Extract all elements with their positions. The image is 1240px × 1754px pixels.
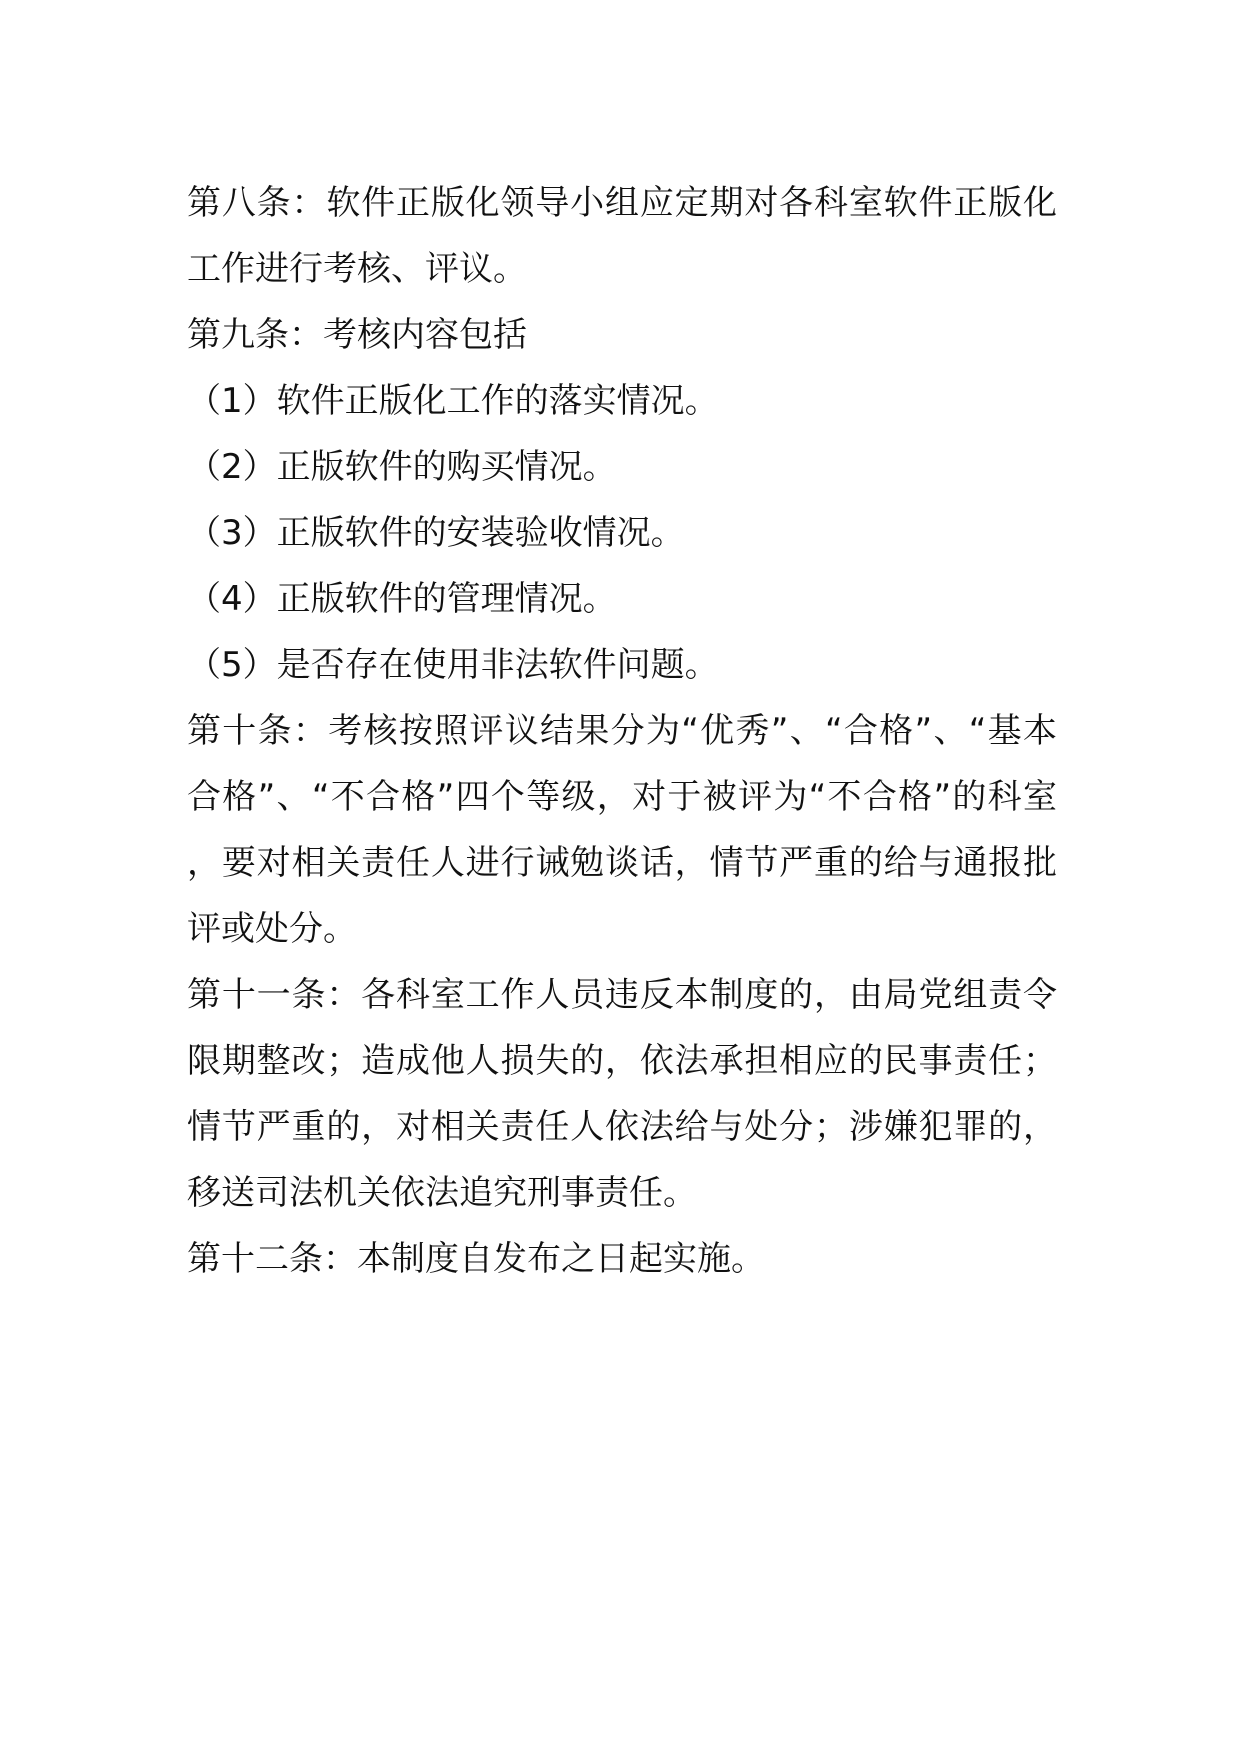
article-8: 第八条：软件正版化领导小组应定期对各科室软件正版化工作进行考核、评议。 bbox=[187, 183, 1057, 289]
article-9-item-5: （5）是否存在使用非法软件问题。 bbox=[187, 645, 719, 685]
article-10: 第十条：考核按照评议结果分为“优秀”、“合格”、“基本合格”、“不合格”四个等级，对于被评为“不合格”的科室，要对相关责任人进行诫勉谈话，情节严重的给与通报批评或处分。 bbox=[187, 711, 1057, 949]
article-9-item-3: （3）正版软件的安装验收情况。 bbox=[187, 513, 685, 553]
article-9-item-1: （1）软件正版化工作的落实情况。 bbox=[187, 381, 719, 421]
article-12: 第十二条：本制度自发布之日起实施。 bbox=[187, 1239, 765, 1279]
article-9-item-2: （2）正版软件的购买情况。 bbox=[187, 447, 617, 487]
article-9-heading: 第九条：考核内容包括 bbox=[187, 315, 527, 355]
article-9-item-4: （4）正版软件的管理情况。 bbox=[187, 579, 617, 619]
article-11: 第十一条：各科室工作人员违反本制度的，由局党组责令限期整改；造成他人损失的，依法承担相应的民事责任；情节严重的，对相关责任人依法给与处分；涉嫌犯罪的，移送司法机关依法追究刑事责任。 bbox=[187, 975, 1057, 1213]
document-body bbox=[187, 170, 1057, 1292]
